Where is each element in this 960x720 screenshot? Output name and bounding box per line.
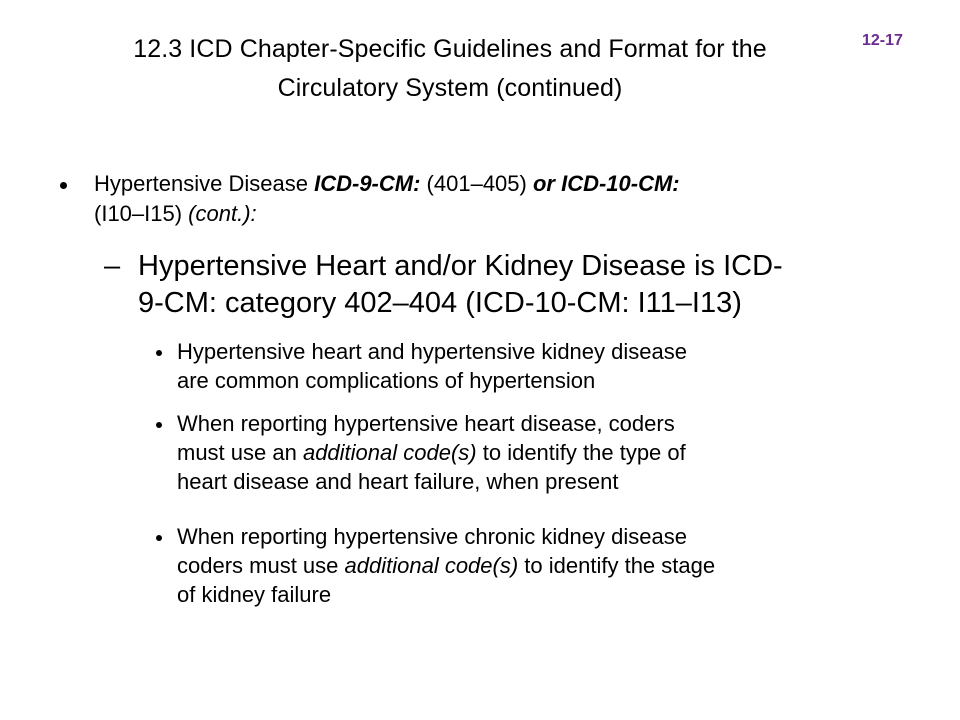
text-segment-icd9: ICD-9-CM:	[314, 171, 421, 196]
text-segment: coders must use	[177, 553, 345, 578]
sub-bullet-dot	[156, 535, 162, 541]
text-segment: to identify the type of	[476, 440, 686, 465]
text-segment-additional-code: additional code(s)	[302, 440, 477, 465]
sub-bullet-3-line-3: of kidney failure	[177, 582, 332, 607]
bullet-hypertensive-disease-line-2	[94, 199, 257, 229]
sub-bullet-2-line-1: When reporting hypertensive heart disease, coders	[177, 411, 675, 436]
sub-bullet-2-line-2	[177, 438, 686, 467]
bullet-hypertensive-disease-line-1	[94, 169, 680, 199]
sub-bullet-1-line-1: Hypertensive heart and hypertensive kidney disease	[177, 339, 687, 364]
dash-marker: –	[104, 250, 121, 282]
slide-title	[40, 30, 860, 108]
sub-bullet-2-line-3: heart disease and heart failure, when present	[177, 469, 619, 494]
subheading-line-1: Hypertensive Heart and/or Kidney Disease is ICD-	[138, 250, 783, 282]
sub-bullet-dot	[156, 350, 162, 356]
text-segment: Hypertensive Disease	[94, 171, 315, 196]
text-segment: must use an	[177, 440, 303, 465]
slide-number: 12-17	[862, 32, 903, 49]
text-segment-additional-code: additional code(s)	[344, 553, 519, 578]
text-segment: (401–405)	[420, 171, 533, 196]
text-segment: (I10–I15)	[94, 201, 189, 226]
bullet-dot	[60, 182, 67, 189]
text-segment: to identify the stage	[518, 553, 716, 578]
slide-title-line-2: Circulatory System (continued)	[277, 74, 623, 102]
sub-bullet-3-line-2	[177, 551, 715, 580]
text-segment-cont: (cont.):	[188, 201, 257, 226]
text-segment-icd10: or ICD-10-CM:	[532, 171, 680, 196]
subheading-line-2: 9-CM: category 402–404 (ICD-10-CM: I11–I13)	[138, 287, 742, 319]
slide-title-line-1: 12.3 ICD Chapter-Specific Guidelines and Format for the	[133, 35, 767, 63]
sub-bullet-1-line-2: are common complications of hypertension	[177, 368, 596, 393]
sub-bullet-dot	[156, 422, 162, 428]
sub-bullet-3-line-1: When reporting hypertensive chronic kidney disease	[177, 524, 687, 549]
